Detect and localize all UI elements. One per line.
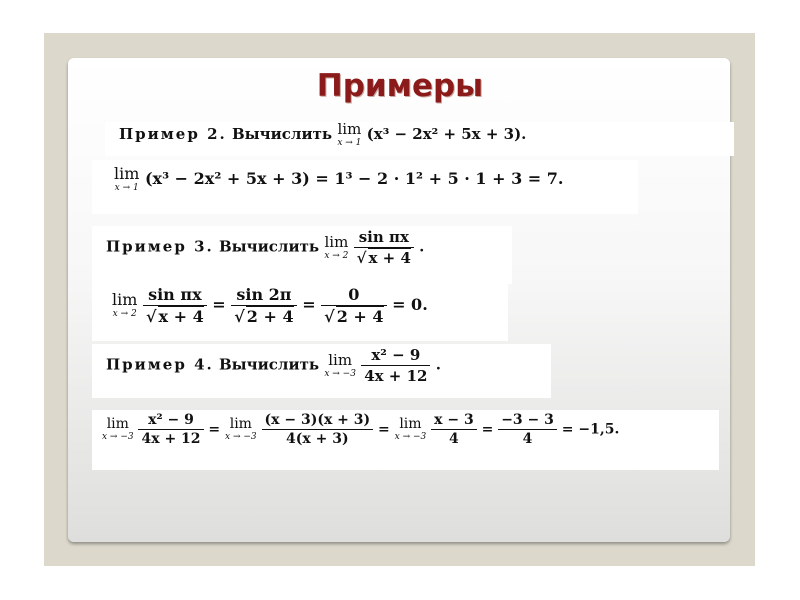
period: . <box>435 355 441 374</box>
denominator: 4x + 12 <box>364 367 428 385</box>
lim-word: lim <box>337 120 362 138</box>
limit-operator <box>324 350 356 379</box>
example-3-statement <box>92 226 512 284</box>
denominator <box>143 306 207 326</box>
numerator: 0 <box>321 285 386 306</box>
fraction <box>231 285 296 326</box>
denominator <box>321 306 386 326</box>
numerator: sin πx <box>143 285 207 306</box>
numerator: x² − 9 <box>138 412 203 430</box>
numerator: x − 3 <box>431 412 477 430</box>
fraction <box>143 285 207 326</box>
limit-operator <box>395 417 427 442</box>
equals-sign: = <box>481 421 494 438</box>
equals-sign: = <box>208 421 221 438</box>
lim-subscript: x → −3 <box>225 432 257 442</box>
lim-subscript: x → 2 <box>112 309 137 319</box>
numerator: sin 2π <box>231 285 296 306</box>
example-2-solution <box>92 160 638 214</box>
sqrt-sign: √ <box>324 307 335 326</box>
lim-word: lim <box>106 416 129 432</box>
period: . <box>419 237 425 256</box>
limit-operator <box>324 232 349 261</box>
denominator <box>231 306 296 326</box>
example-4-label: Пример 4. <box>106 355 214 374</box>
example-3-verb: Вычислить <box>218 237 320 256</box>
sqrt-sign: √ <box>356 249 367 267</box>
example-2-verb: Вычислить <box>231 125 333 143</box>
lim-subscript: x → −3 <box>324 368 356 379</box>
result: = 0. <box>392 295 428 314</box>
lim-word: lim <box>328 350 353 369</box>
example-4-verb: Вычислить <box>218 355 320 374</box>
lim-word: lim <box>324 232 349 251</box>
denominator: 4x + 12 <box>141 431 201 447</box>
lim-word: lim <box>114 164 140 183</box>
example-3-label: Пример 3. <box>106 237 214 256</box>
result: = −1,5. <box>561 421 620 438</box>
equals-sign: = <box>212 295 226 314</box>
fraction <box>138 412 203 447</box>
equals-sign: = <box>302 295 316 314</box>
fraction <box>321 285 386 326</box>
denominator: 4(x + 3) <box>286 431 349 447</box>
radicand: x + 4 <box>368 249 411 267</box>
equals-sign: = <box>378 421 390 438</box>
numerator: x² − 9 <box>361 346 430 366</box>
slide-title: Примеры <box>316 68 484 104</box>
limit-operator <box>112 292 137 319</box>
lim-subscript: x → 1 <box>114 183 139 193</box>
limit-operator <box>114 166 139 193</box>
lim-subscript: x → 1 <box>337 138 362 148</box>
example-4-statement <box>92 344 551 398</box>
denominator: 4 <box>449 431 459 447</box>
example-2-label: Пример 2. <box>119 125 227 143</box>
fraction <box>354 228 414 267</box>
lim-word: lim <box>399 416 422 432</box>
fraction <box>262 412 374 447</box>
example-3-solution <box>92 283 508 341</box>
example-2-statement <box>105 122 734 156</box>
radicand: 2 + 4 <box>336 307 384 326</box>
denominator: 4 <box>522 431 533 447</box>
limit-operator <box>337 122 361 148</box>
lim-subscript: x → −3 <box>102 432 134 442</box>
radicand: x + 4 <box>158 307 204 326</box>
example-4-solution <box>92 410 719 470</box>
limit-operator <box>102 417 134 442</box>
lim-subscript: x → −3 <box>394 432 427 442</box>
fraction <box>361 346 430 385</box>
fraction <box>431 412 477 447</box>
numerator: (x − 3)(x + 3) <box>262 412 374 430</box>
fraction <box>498 412 557 447</box>
numerator: −3 − 3 <box>498 412 557 430</box>
limit-operator <box>225 417 257 442</box>
lim-word: lim <box>112 290 138 309</box>
example-2-expression: (x³ − 2x² + 5x + 3). <box>366 125 527 143</box>
lim-subscript: x → 2 <box>324 250 349 261</box>
sqrt-sign: √ <box>234 307 245 326</box>
example-2-solution-expression: (x³ − 2x² + 5x + 3) = 1³ − 2 · 1² + 5 · 1 + 3 = 7. <box>144 169 564 188</box>
numerator: sin πx <box>354 228 414 248</box>
sqrt-sign: √ <box>145 307 157 326</box>
lim-word: lim <box>229 416 252 432</box>
denominator <box>354 248 414 267</box>
radicand: 2 + 4 <box>246 307 294 326</box>
